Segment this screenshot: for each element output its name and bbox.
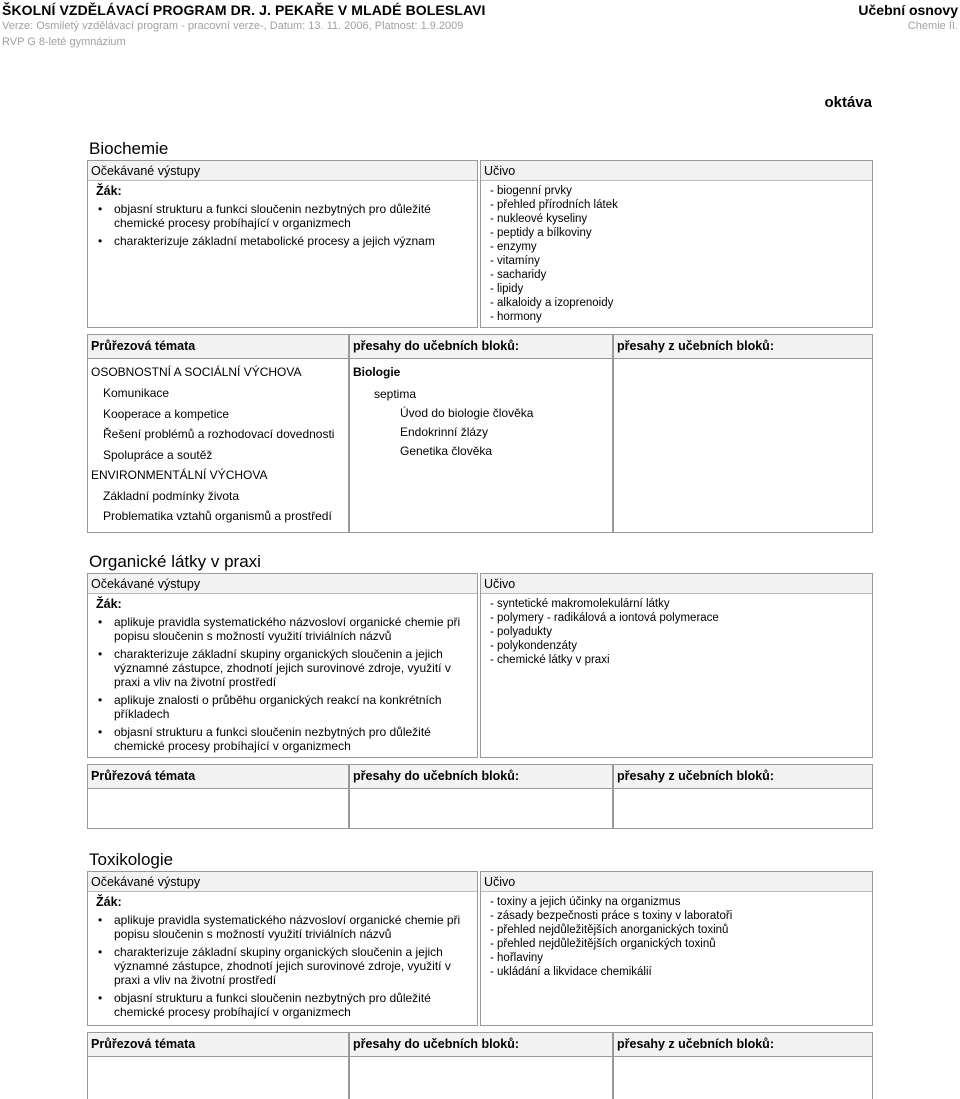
curriculum-header: Učivo xyxy=(481,574,872,594)
version-info: Verze: Osmiletý vzdělávací program - pracovní verze-, Datum: 13. 11. 2006, Platnost: 1.9.2009 xyxy=(2,20,464,32)
list-item: • objasní strukturu a funkci sloučenin nezbytných pro důležité chemické procesy probíhající v organizmech xyxy=(112,725,477,753)
theme-heading: OSOBNOSTNÍ A SOCIÁLNÍ VÝCHOVA xyxy=(91,365,302,379)
list-item: - ukládání a likvidace chemikálií xyxy=(490,966,652,978)
overlap-grade: septima xyxy=(374,387,417,401)
list-item: • aplikuje znalosti o průběhu organických reakcí na konkrétních příkladech xyxy=(112,693,477,721)
list-item: - polyadukty xyxy=(490,626,553,638)
list-item: - sacharidy xyxy=(490,269,547,281)
rvp-info: RVP G 8-leté gymnázium xyxy=(2,36,126,48)
outcomes-header: Očekávané výstupy xyxy=(88,574,477,594)
list-item: • charakterizuje základní metabolické procesy a jejich význam xyxy=(112,234,477,248)
list-item: - syntetické makromolekulární látky xyxy=(490,598,670,610)
cross-topics-header: Průřezová témata xyxy=(87,334,349,359)
pupil-label: Žák: xyxy=(96,184,122,198)
subject-name: Chemie II. xyxy=(907,20,958,32)
list-item: - vitamíny xyxy=(490,255,540,267)
list-item: - zásady bezpečnosti práce s toxiny v laboratoři xyxy=(490,910,733,922)
school-title: ŠKOLNÍ VZDĚLÁVACÍ PROGRAM DR. J. PEKAŘE V MLADÉ BOLESLAVI xyxy=(2,2,486,18)
list-item: - chemické látky v praxi xyxy=(490,654,610,666)
curriculum-box xyxy=(480,160,873,328)
overlaps-to-header: přesahy do učebních bloků: xyxy=(349,334,613,359)
overlaps-from-cell xyxy=(613,358,873,533)
overlap-topic: Genetika člověka xyxy=(400,444,493,458)
theme-heading: ENVIRONMENTÁLNÍ VÝCHOVA xyxy=(91,468,268,482)
cross-topics-header: Průřezová témata xyxy=(87,764,349,789)
overlap-topic: Úvod do biologie člověka xyxy=(400,406,534,420)
list-item: - lipidy xyxy=(490,283,524,295)
overlaps-to-header: přesahy do učebních bloků: xyxy=(349,764,613,789)
cross-topics-cell xyxy=(87,788,349,829)
list-item: • charakterizuje základní skupiny organických sloučenin a jejich významné zástupce, zhodnotí jejich surovinové zdroje, využití v praxi a vliv na životní prostředí xyxy=(112,647,477,689)
list-item: - přehled nejdůležitějších organických toxinů xyxy=(490,938,716,950)
list-item: - přehled přírodních látek xyxy=(490,199,618,211)
list-item: - hořlaviny xyxy=(490,952,544,964)
list-item: • aplikuje pravidla systematického názvosloví organické chemie při popisu sloučenin s možností využití triviálních názvů xyxy=(112,913,477,941)
grade-label: oktáva xyxy=(824,94,872,111)
list-item: - alkaloidy a izoprenoidy xyxy=(490,297,614,309)
curriculum-header: Učivo xyxy=(481,872,872,892)
curriculum-box xyxy=(480,871,873,1026)
list-item: - peptidy a bílkoviny xyxy=(490,227,592,239)
outcomes-list xyxy=(88,615,477,753)
list-item: - přehled nejdůležitějších anorganických toxinů xyxy=(490,924,729,936)
curriculum-list xyxy=(481,594,872,667)
outcomes-list xyxy=(88,202,477,248)
outcomes-box xyxy=(87,871,478,1026)
theme-item: Základní podmínky života xyxy=(103,489,240,503)
list-item: - nukleové kyseliny xyxy=(490,213,588,225)
section-title: Toxikologie xyxy=(89,850,174,869)
list-item: • objasní strukturu a funkci sloučenin nezbytných pro důležité chemické procesy probíhající v organizmech xyxy=(112,202,477,230)
theme-item: Spolupráce a soutěž xyxy=(103,448,213,462)
pupil-label: Žák: xyxy=(96,895,122,909)
theme-item: Kooperace a kompetice xyxy=(103,407,230,421)
overlaps-from-header: přesahy z učebních bloků: xyxy=(613,1032,873,1057)
curriculum-box xyxy=(480,573,873,758)
overlap-subject: Biologie xyxy=(353,365,401,379)
section-title: Organické látky v praxi xyxy=(89,552,261,571)
pupil-label: Žák: xyxy=(96,597,122,611)
overlaps-to-cell xyxy=(349,1056,613,1099)
curriculum-list xyxy=(481,181,872,324)
list-item: - hormony xyxy=(490,311,542,323)
overlaps-to-cell xyxy=(349,358,613,533)
outcomes-box xyxy=(87,573,478,758)
cross-topics-cell xyxy=(87,358,349,533)
document-type: Učební osnovy xyxy=(858,2,958,18)
curriculum-list xyxy=(481,892,872,979)
cross-topics-header: Průřezová témata xyxy=(87,1032,349,1057)
theme-item: Komunikace xyxy=(103,386,170,400)
curriculum-header: Učivo xyxy=(481,161,872,181)
list-item: - toxiny a jejich účinky na organizmus xyxy=(490,896,681,908)
overlaps-from-cell xyxy=(613,788,873,829)
list-item: - polykondenzáty xyxy=(490,640,577,652)
list-item: - enzymy xyxy=(490,241,537,253)
outcomes-box xyxy=(87,160,478,328)
overlaps-from-cell xyxy=(613,1056,873,1099)
overlaps-to-header: přesahy do učebních bloků: xyxy=(349,1032,613,1057)
list-item: • aplikuje pravidla systematického názvosloví organické chemie při popisu sloučenin s možností využití triviálních názvů xyxy=(112,615,477,643)
outcomes-header: Očekávané výstupy xyxy=(88,161,477,181)
section-title: Biochemie xyxy=(89,139,169,158)
overlaps-from-header: přesahy z učebních bloků: xyxy=(613,334,873,359)
list-item: - polymery - radikálová a iontová polymerace xyxy=(490,612,719,624)
list-item: • charakterizuje základní skupiny organických sloučenin a jejich významné zástupce, zhodnotí jejich surovinové zdroje, využití v praxi a vliv na životní prostředí xyxy=(112,945,477,987)
overlaps-from-header: přesahy z učebních bloků: xyxy=(613,764,873,789)
overlap-topic: Endokrinní žlázy xyxy=(400,425,489,439)
theme-item: Problematika vztahů organismů a prostředí xyxy=(103,509,332,523)
list-item: • objasní strukturu a funkci sloučenin nezbytných pro důležité chemické procesy probíhající v organizmech xyxy=(112,991,477,1019)
outcomes-header: Očekávané výstupy xyxy=(88,872,477,892)
cross-topics-cell xyxy=(87,1056,349,1099)
outcomes-list xyxy=(88,913,477,1019)
overlaps-to-cell xyxy=(349,788,613,829)
theme-item: Řešení problémů a rozhodovací dovednosti xyxy=(103,427,335,441)
list-item: - biogenní prvky xyxy=(490,185,572,197)
